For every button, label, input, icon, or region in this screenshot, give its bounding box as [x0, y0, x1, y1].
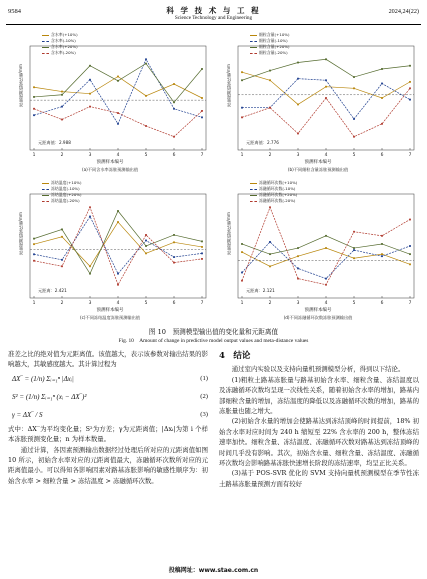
section-heading: 4 结论	[219, 351, 251, 361]
data-point	[409, 253, 411, 255]
x-tick-label: 5	[144, 301, 148, 306]
meta-distance-note: 元距离：2.121	[246, 288, 275, 293]
data-point	[61, 94, 63, 96]
data-point	[117, 80, 119, 82]
data-point	[269, 70, 271, 72]
x-tick-label: 5	[352, 153, 356, 158]
x-tick-label: 4	[324, 153, 328, 158]
x-tick-label: 2	[268, 153, 272, 158]
data-point	[61, 229, 63, 231]
data-point	[409, 81, 411, 83]
legend-label: 细粒含量(+20%)	[259, 44, 290, 49]
data-point	[241, 251, 243, 253]
journal-title-cn: 科 学 技 术 与 工 程	[166, 6, 261, 15]
data-point	[117, 112, 119, 114]
data-point	[297, 78, 299, 80]
subfigure-caption: (c)不同冻结温度冻胀预测输出值	[79, 315, 140, 320]
series-line	[242, 88, 410, 136]
data-point	[381, 235, 383, 237]
data-point	[201, 252, 203, 254]
data-point	[173, 234, 175, 236]
y-axis-label: 冻胀预测值变化量/mm	[226, 64, 231, 108]
data-point	[145, 252, 147, 254]
data-point	[201, 116, 203, 118]
legend-label: 冻融循环次数(-20%)	[259, 198, 296, 203]
x-tick-label: 1	[32, 153, 36, 158]
series-line	[242, 72, 410, 104]
data-point	[353, 87, 355, 89]
series-line	[34, 211, 202, 274]
data-point	[241, 243, 243, 245]
data-point	[241, 272, 243, 274]
data-point	[381, 255, 383, 257]
legend-label: 冻结温度(-20%)	[51, 198, 80, 203]
figure-panel-a	[8, 30, 212, 178]
x-tick-label: 3	[88, 301, 92, 306]
series-line	[242, 248, 410, 266]
series-line	[242, 59, 410, 80]
data-point	[33, 86, 35, 88]
y-axis-label: 冻胀预测值变化量/mm	[18, 212, 23, 256]
series-line	[34, 217, 202, 274]
data-point	[201, 246, 203, 248]
data-point	[297, 268, 299, 270]
data-point	[89, 206, 91, 208]
data-point	[61, 265, 63, 267]
data-point	[297, 278, 299, 280]
x-tick-label: 5	[144, 153, 148, 158]
x-tick-label: 7	[408, 301, 412, 306]
meta-distance-note: 元距离值：2.776	[246, 140, 279, 145]
page-number: 9584	[8, 8, 21, 15]
data-point	[409, 87, 411, 89]
x-tick-label: 6	[380, 301, 384, 306]
x-tick-label: 4	[116, 153, 120, 158]
left-column	[8, 349, 208, 486]
x-axis-label: 预测样本编号	[96, 160, 124, 165]
line-chart	[216, 178, 420, 326]
data-point	[173, 136, 175, 138]
data-point	[325, 97, 327, 99]
legend-label: 冻融循环次数(+10%)	[259, 180, 298, 185]
issue-info: 2024,24(22)	[388, 8, 419, 15]
data-point	[33, 108, 35, 110]
subfigure-caption: (b)不同细粒含量冻胀预测输出值	[287, 167, 349, 172]
header-rule	[6, 24, 421, 25]
data-point	[381, 123, 383, 125]
paragraph: 式中：ΔX‾为平均变化量；S²为方差；γ为元距离值；|Δxᵢ|为第 i 个样本冻胀预测变化量；n 为样本数量。	[8, 424, 208, 444]
series-line	[34, 64, 202, 103]
series-line	[34, 59, 202, 124]
x-tick-label: 3	[296, 301, 300, 306]
legend-label: 冻融循环次数(+20%)	[259, 192, 298, 197]
x-axis-label: 预测样本编号	[304, 160, 332, 165]
data-point	[89, 216, 91, 218]
x-tick-label: 7	[200, 301, 204, 306]
data-point	[297, 255, 299, 257]
data-point	[269, 79, 271, 81]
data-point	[353, 231, 355, 233]
plot-frame	[30, 194, 206, 298]
data-point	[353, 247, 355, 249]
data-point	[33, 253, 35, 255]
data-point	[61, 119, 63, 121]
data-point	[145, 245, 147, 247]
x-tick-label: 1	[32, 301, 36, 306]
x-tick-label: 3	[88, 153, 92, 158]
equation-body: S² = (1/n) Σᵢ₌₁ⁿ (xᵢ − ΔX‾)²	[12, 392, 87, 401]
y-axis-label: 冻胀预测值变化量/mm	[18, 64, 23, 108]
data-point	[117, 76, 119, 78]
data-point	[173, 101, 175, 103]
data-point	[353, 118, 355, 120]
x-axis-label: 预测样本编号	[96, 308, 124, 313]
data-point	[201, 258, 203, 260]
data-point	[241, 71, 243, 73]
data-point	[353, 76, 355, 78]
legend-label: 细粒含量(-20%)	[259, 50, 288, 55]
equation-number: (3)	[200, 410, 208, 418]
data-point	[325, 86, 327, 88]
legend-label: 细粒含量(-10%)	[259, 38, 288, 43]
series-line	[34, 222, 202, 266]
data-point	[145, 58, 147, 60]
line-chart	[8, 178, 212, 326]
data-point	[269, 253, 271, 255]
data-point	[269, 241, 271, 243]
x-tick-label: 7	[408, 153, 412, 158]
data-point	[117, 284, 119, 286]
legend-label: 含水率(-10%)	[51, 38, 76, 43]
equation-number: (2)	[200, 392, 208, 400]
data-point	[173, 256, 175, 258]
x-tick-label: 4	[324, 301, 328, 306]
subfigure-caption: (a)不同含水率冻胀预测输出值	[81, 167, 139, 172]
x-tick-label: 5	[352, 301, 356, 306]
data-point	[89, 265, 91, 267]
data-point	[353, 136, 355, 138]
line-chart	[8, 30, 212, 178]
data-point	[89, 106, 91, 108]
data-point	[145, 234, 147, 236]
data-point	[269, 107, 271, 109]
data-point	[173, 241, 175, 243]
data-point	[89, 65, 91, 67]
legend-label: 细粒含量(+10%)	[259, 32, 290, 37]
data-point	[61, 91, 63, 93]
series-line	[34, 107, 202, 137]
data-point	[89, 273, 91, 275]
data-point	[325, 284, 327, 286]
data-point	[409, 245, 411, 247]
equation-body: γ = ΔX‾ / S	[12, 410, 43, 419]
footer-url: 投稿网址：www.stae.com.cn	[168, 567, 259, 574]
paragraph: (1)粗粒土路基冻胀量与路基初始含水率、细粒含量、冻结温度以及冻融循环次数均呈现一次线性关系，随着初始含水率的增加，路基内部细粒含量的增加，冻结温度的降低以及冻融循环次数的增加，路基的冻胀量也随之增大。	[219, 375, 419, 416]
data-point	[33, 260, 35, 262]
data-point	[145, 125, 147, 127]
data-point	[241, 116, 243, 118]
data-point	[381, 83, 383, 85]
x-tick-label: 6	[172, 153, 176, 158]
series-line	[242, 207, 410, 284]
data-point	[325, 79, 327, 81]
y-axis-label: 冻胀预测值变化量/mm	[226, 212, 231, 256]
right-column	[219, 349, 419, 489]
data-point	[381, 253, 383, 255]
x-tick-label: 6	[172, 301, 176, 306]
data-point	[409, 99, 411, 101]
plot-frame	[30, 46, 206, 150]
data-point	[117, 221, 119, 223]
data-point	[409, 263, 411, 265]
data-point	[117, 273, 119, 275]
paragraph: 通过室内实验以及支持向量机预测模型分析，得到以下结论。	[231, 365, 405, 374]
data-point	[33, 114, 35, 116]
data-point	[201, 68, 203, 70]
x-tick-label: 6	[380, 153, 384, 158]
data-point	[381, 97, 383, 99]
legend-label: 冻结温度(+20%)	[51, 192, 82, 197]
meta-distance-note: 元距离值：2.988	[38, 140, 71, 145]
x-tick-label: 7	[200, 153, 204, 158]
equation-1	[8, 370, 208, 388]
data-point	[145, 63, 147, 65]
data-point	[173, 262, 175, 264]
data-point	[241, 280, 243, 282]
x-tick-label: 2	[268, 301, 272, 306]
data-point	[241, 107, 243, 109]
data-point	[409, 219, 411, 221]
data-point	[325, 235, 327, 237]
paragraph: 通过计算，各因素预测输出数据经过处理后所对应的元距离值如图 10 所示，初始含水率对应的元距离值最大，冻融循环次数所对应的元距离值最小。可以得知各影响因素对路基冻胀影响的敏感性顺序为：初始含水率 > 细粒含量 > 冻结温度 > 冻融循环次数。	[8, 445, 208, 485]
subfigure-caption: (d)不同冻融循环次数冻胀预测输出值	[283, 315, 353, 320]
legend-label: 含水率(-20%)	[51, 50, 76, 55]
data-point	[325, 247, 327, 249]
data-point	[61, 106, 63, 108]
equation-body: ΔX‾ = (1/n) Σᵢ₌₁ⁿ |Δxᵢ|	[12, 374, 74, 383]
data-point	[297, 104, 299, 106]
data-point	[201, 240, 203, 242]
data-point	[269, 206, 271, 208]
data-point	[297, 62, 299, 64]
legend-label: 冻结温度(+10%)	[51, 180, 82, 185]
paragraph: 准差之比的绝对值为元距离值。该值越大，表示该参数对输出结果的影响越大，其敏感度越大。其计算过程为	[8, 350, 208, 369]
data-point	[325, 58, 327, 60]
data-point	[353, 249, 355, 251]
data-point	[61, 259, 63, 261]
data-point	[381, 68, 383, 70]
data-point	[297, 247, 299, 249]
x-tick-label: 3	[296, 153, 300, 158]
data-point	[33, 238, 35, 240]
paragraph: (3)基于 POS-SVR 优化的 SVM 支持向量机预测模型在季节性冻土路基冻胀量预测方面有较好	[219, 469, 419, 488]
legend-label: 冻融循环次数(-10%)	[259, 186, 296, 191]
paragraph: (2)初始含水量的增加会使路基达到冻结顶峰的时间提前，18% 初始含水率对应时间为 240 h 缩短至 22% 含水率的 200 h，整体冻结速率加快。细粒含量、冻结温度、冻融循环次数对路基达到冻结顶峰的时间几乎没有影响。其次，初始含水量、细粒含量、冻结温度、冻融循环次数均会影响路基冻胀快速增长阶段的冻结速率，均呈正比关系。	[219, 417, 419, 468]
data-point	[409, 65, 411, 67]
data-point	[89, 93, 91, 95]
equation-3	[8, 406, 208, 424]
data-point	[201, 97, 203, 99]
data-point	[117, 123, 119, 125]
x-tick-label: 1	[240, 301, 244, 306]
legend-label: 冻结温度(-10%)	[51, 186, 80, 191]
x-axis-label: 预测样本编号	[304, 308, 332, 313]
data-point	[201, 110, 203, 112]
data-point	[173, 108, 175, 110]
data-point	[381, 243, 383, 245]
data-point	[145, 240, 147, 242]
data-point	[117, 210, 119, 212]
figure-panel-b	[216, 30, 420, 178]
data-point	[33, 243, 35, 245]
x-tick-label: 1	[240, 153, 244, 158]
data-point	[297, 133, 299, 135]
legend-label: 含水率(+20%)	[51, 44, 78, 49]
data-point	[145, 95, 147, 97]
x-tick-label: 2	[60, 301, 64, 306]
legend-label: 含水率(+10%)	[51, 32, 78, 37]
x-tick-label: 2	[60, 153, 64, 158]
meta-distance-note: 元距离：2.421	[38, 288, 67, 293]
x-tick-label: 4	[116, 301, 120, 306]
figure-panel-d	[216, 178, 420, 326]
data-point	[269, 265, 271, 267]
data-point	[61, 236, 63, 238]
journal-title-en: Science Technology and Engineering	[174, 15, 253, 21]
data-point	[353, 257, 355, 259]
figure-caption-en: Fig. 10 Amount of change in predictive model output values and meta-distance values	[118, 338, 309, 344]
data-point	[173, 83, 175, 85]
data-point	[33, 96, 35, 98]
equation-2	[8, 388, 208, 406]
figure-caption-cn: 图 10 预测模型输出值的变化量和元距离值	[148, 328, 279, 336]
data-point	[241, 79, 243, 81]
figure-panel-c	[8, 178, 212, 326]
data-point	[89, 79, 91, 81]
equation-number: (1)	[200, 374, 208, 382]
data-point	[325, 278, 327, 280]
line-chart	[216, 30, 420, 178]
